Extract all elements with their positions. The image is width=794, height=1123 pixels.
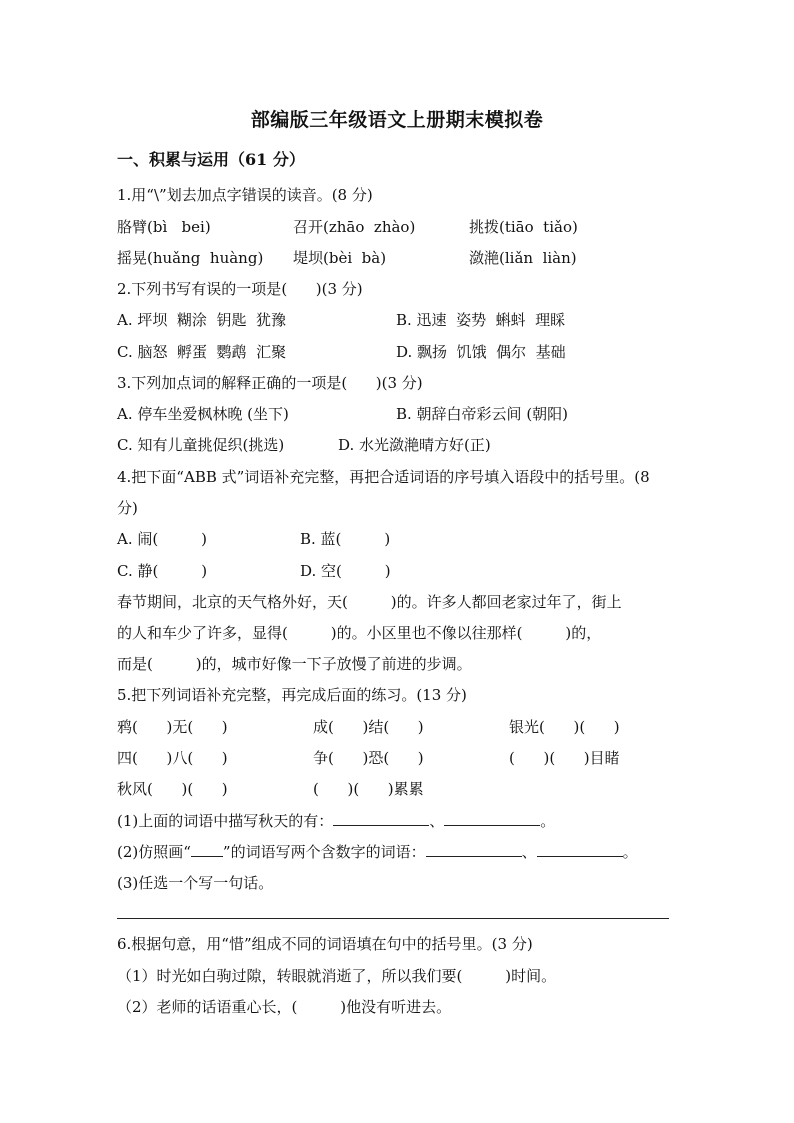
answer-line[interactable] [117, 918, 669, 919]
question-4-stem: 4.把下面“ABB 式”词语补充完整，再把合适词语的序号填入语段中的括号里。(8 [117, 468, 650, 486]
q1-item: 摇晃(huǎng huàng) [117, 249, 264, 267]
q6-sentence-2: （2）老师的话语重心长，( )他没有听进去。 [117, 998, 452, 1016]
q5-word: ( )( )累累 [313, 780, 424, 798]
period: 。 [622, 843, 638, 861]
answer-blank[interactable] [333, 811, 429, 826]
page-title: 部编版三年级语文上册期末模拟卷 [250, 109, 544, 131]
q5-part-2-label-cont: ”的词语写两个含数字的词语： [222, 843, 426, 861]
q4-option-a: A. 闹( ) [117, 530, 207, 548]
question-2-stem: 2.下列书写有误的一项是( )(3 分) [117, 280, 363, 298]
q1-item: 召开(zhāo zhào) [293, 218, 416, 236]
q4-option-c: C. 静( ) [117, 562, 208, 580]
question-1-stem: 1.用“\”划去加点字错误的读音。(8 分) [117, 186, 373, 204]
q5-part-2 [117, 842, 638, 862]
q2-option-a: A. 坪坝 糊涂 钥匙 犹豫 [117, 311, 286, 329]
q4-paragraph: 的人和车少了许多，显得( )的。小区里也不像以往那样( )的， [117, 624, 602, 642]
q5-part-1 [117, 811, 555, 831]
separator: 、 [521, 843, 537, 861]
section-heading: 一、积累与运用（61 分） [117, 150, 305, 169]
q2-option-b: B. 迅速 姿势 蝌蚪 理睬 [396, 311, 566, 329]
q4-option-d: D. 空( ) [300, 562, 391, 580]
separator: 、 [429, 812, 445, 830]
q1-item: 堤坝(bèi bà) [293, 249, 387, 267]
q3-option-b: B. 朝辞白帝彩云间 (朝阳) [396, 405, 569, 423]
q3-option-a: A. 停车坐爱枫林晚 (坐下) [117, 405, 289, 423]
q3-option-d: D. 水光潋滟晴方好(正) [338, 436, 491, 454]
q4-paragraph: 而是( )的，城市好像一下子放慢了前进的步调。 [117, 655, 472, 673]
q5-word: 鸦( )无( ) [117, 718, 228, 736]
q2-option-d: D. 飘扬 饥饿 偶尔 基础 [396, 343, 566, 361]
q6-sentence-1: （1）时光如白驹过隙，转眼就消逝了，所以我们要( )时间。 [117, 967, 557, 985]
q2-option-c: C. 脑怒 孵蛋 鹦鹉 汇聚 [117, 343, 287, 361]
q5-word: ( )( )目睹 [509, 749, 620, 767]
q5-word: 秋风( )( ) [117, 780, 228, 798]
q1-item: 胳臂(bì bei) [117, 218, 211, 236]
question-3-stem: 3.下列加点词的解释正确的一项是( )(3 分) [117, 374, 423, 392]
q5-word: 四( )八( ) [117, 749, 228, 767]
question-6-stem: 6.根据句意，用“惜”组成不同的词语填在句中的括号里。(3 分) [117, 935, 533, 953]
answer-blank[interactable] [444, 811, 540, 826]
answer-blank[interactable] [537, 842, 623, 857]
question-5-stem: 5.把下列词语补充完整，再完成后面的练习。(13 分) [117, 686, 467, 704]
q5-part-3: (3)任选一个写一句话。 [117, 874, 274, 892]
period: 。 [540, 812, 556, 830]
q5-part-2-label: (2)仿照画“ [117, 843, 191, 861]
underline-marker [191, 842, 223, 857]
q5-part-1-label: (1)上面的词语中描写秋天的有： [117, 812, 334, 830]
q1-item: 潋滟(liǎn liàn) [469, 249, 577, 267]
question-4-stem-cont: 分) [117, 499, 138, 517]
q5-word: 争( )恐( ) [313, 749, 424, 767]
answer-blank[interactable] [426, 842, 522, 857]
q5-word: 银光( )( ) [509, 718, 620, 736]
q1-item: 挑拨(tiāo tiǎo) [469, 218, 578, 236]
q5-word: 成( )结( ) [313, 718, 424, 736]
q3-option-c: C. 知有儿童挑促织(挑选) [117, 436, 285, 454]
q4-option-b: B. 蓝( ) [300, 530, 391, 548]
q4-paragraph: 春节期间，北京的天气格外好，天( )的。许多人都回老家过年了，街上 [117, 593, 622, 611]
